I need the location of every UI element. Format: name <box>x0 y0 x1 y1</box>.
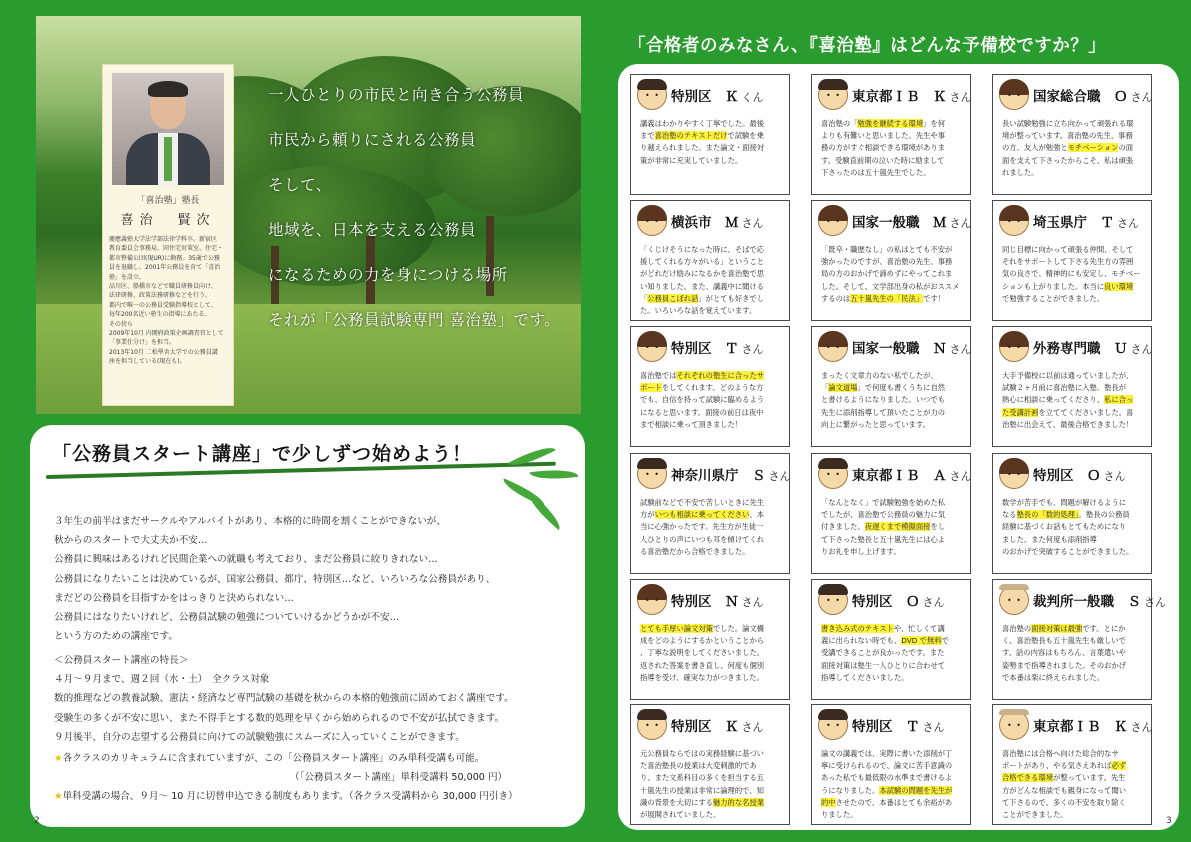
avatar-icon <box>818 459 848 489</box>
testimonial-line: 人ひとりの声にいつも耳を傾けてくれ <box>640 534 765 544</box>
testimonial-line: がどれだけ励みになるかを喜治塾で思 <box>640 269 765 279</box>
testimonial-line: た受講計画を立ててくださいました。喜 <box>1002 407 1134 417</box>
testimonial-card <box>992 704 1152 825</box>
testimonial-line: で本番は楽に終えられました。 <box>1002 672 1105 682</box>
avatar-icon <box>999 710 1029 740</box>
highlight: 書き込み式のテキスト <box>821 624 894 633</box>
bamboo-leaf <box>529 466 578 484</box>
testimonial-line: 先生に添削指導して頂いたことが力の <box>821 407 946 417</box>
testimonial-line: 喜治塾には合格へ向けた総合的なサ <box>1002 749 1119 758</box>
testimonial-name: 特別区 Ｔ さん <box>671 341 764 357</box>
feature-line: ４月〜９月まで、週２回（水・土） 全クラス対象 <box>54 674 270 686</box>
highlight: 塾長の「数的処理」 <box>1016 510 1079 520</box>
testimonial-line: ポートがあり、やる気さえあれば必ず <box>1002 761 1127 771</box>
testimonial-line: 気の良さで、精神的にも安定し、モチベー <box>1002 269 1141 279</box>
testimonial-line: あった私でも最低限の水準まで書けるよ <box>821 773 953 783</box>
course-line: 公務員になりたいことは決めているが、国家公務員、都庁、特別区…など、いろいろな公務員があり、 <box>54 573 496 585</box>
highlight: とても手厚い論文対策 <box>640 624 713 633</box>
bio-line: 都内で唯一の公務員受験指導校として、 <box>109 301 217 309</box>
testimonial-name: 裁判所一般職 Ｓ さん <box>1033 594 1166 610</box>
testimonial-name: 特別区 Ｋ さん <box>671 719 764 735</box>
course-features <box>54 651 574 747</box>
avatar-icon <box>999 206 1029 236</box>
slogan <box>268 88 581 358</box>
testimonial-line: でしたが、喜治塾で公務員の魅力に気 <box>821 510 946 520</box>
testimonial-line: 「くじけそうになった時に、そばで応 <box>640 245 765 254</box>
testimonial-card <box>992 579 1166 700</box>
slogan-line: そして、 <box>268 176 332 194</box>
avatar-icon <box>637 585 667 615</box>
testimonial-line: 経験に基づくお話もとてもためになり <box>1002 522 1127 532</box>
testimonial-text <box>1002 497 1148 558</box>
note-1: ★各クラスのカリキュラムに含まれていますが、この「公務員スタート講座」のみ単科受講も可能。 <box>54 753 485 764</box>
highlight: 夜遅くまで模擬面接 <box>864 522 931 532</box>
testimonial-line: り越えられました。また論文・面接対 <box>640 143 765 153</box>
testimonial-text <box>1002 244 1148 305</box>
highlight: それぞれの塾生に合ったサ <box>676 371 765 380</box>
testimonial-line: れました。 <box>1002 167 1039 177</box>
testimonial-line: ポートをしてくれます。どのような方 <box>640 383 764 393</box>
testimonial-line: 指導を受け、確実な力がつきました。 <box>640 672 764 682</box>
testimonial-card <box>811 200 971 321</box>
avatar-icon <box>818 710 848 740</box>
testimonial-name: 東京都ＩＢ Ｋ さん <box>1033 719 1153 735</box>
star-icon: ★ <box>54 753 63 764</box>
testimonial-line: 識の背景を大切にする魅力的な名授業 <box>640 797 765 807</box>
bio-line: 2013年10月 二松學舍大学での公務員講 <box>109 348 218 356</box>
testimonial-text <box>1002 748 1148 821</box>
testimonial-line: 下さったのは五十嵐先生でした。 <box>821 167 931 177</box>
feature-line: ９月後半、自分の志望する公務員に向けての試験勉強にスムーズに入っていくことができます。 <box>54 731 465 743</box>
testimonial-line: た喜治塾長の授業は大変刺激的であ <box>640 761 757 771</box>
profile-bio <box>109 235 229 367</box>
testimonial-text <box>1002 370 1148 431</box>
testimonial-line: 面を支えて下さったからこそ、私は頑張 <box>1002 155 1134 165</box>
course-line: 公務員にはなりたいけれど、公務員試験の勉強についていけるかどうかが不安… <box>54 611 400 623</box>
testimonial-card <box>811 453 971 574</box>
highlight: 勉強を継続する環境 <box>857 119 924 128</box>
avatar-icon <box>637 206 667 236</box>
testimonial-text <box>640 748 786 821</box>
testimonial-card <box>630 200 790 321</box>
avatar-icon <box>637 332 667 362</box>
testimonial-name: 特別区 Ｋ くん <box>671 89 764 105</box>
avatar-icon <box>818 585 848 615</box>
start-course-box <box>30 425 585 827</box>
testimonial-line: 務の方がすぐ相談できる環境がありま <box>821 143 946 153</box>
testimonial-line: て下さった塾長と五十嵐先生には心よ <box>821 534 946 544</box>
highlight: DVD で無料 <box>901 636 942 646</box>
testimonial-card <box>630 704 790 825</box>
testimonial-line: 指導してくださいました。 <box>821 672 909 682</box>
highlight: 魅力的な名授業 <box>712 797 765 807</box>
highlight: 本試験の問題を先生が <box>879 785 953 795</box>
bio-line: 塾」を設立。 <box>109 273 146 281</box>
testimonial-card <box>630 579 790 700</box>
testimonial-line: 返された答案を書き直し、何度も個別 <box>640 660 765 670</box>
testimonial-line: 数学が苦手でも、問題が解けるように <box>1002 498 1127 507</box>
testimonial-name: 埼玉県庁 Ｔ さん <box>1033 215 1139 231</box>
feature-line: ＜公務員スタート講座の特長＞ <box>54 655 189 666</box>
testimonial-line: 当に心強かったです。先生方が生徒一 <box>640 522 764 532</box>
avatar-icon <box>999 585 1029 615</box>
course-notes <box>54 749 574 807</box>
avatar-icon <box>818 206 848 236</box>
testimonial-line: 成をどのようにするかということから <box>640 636 765 646</box>
testimonial-line: で勉強することができました。 <box>1002 293 1105 303</box>
testimonial-name: 外務専門職 Ｕ さん <box>1033 341 1153 357</box>
slogan-line: 一人ひとりの市民と向き合う公務員 <box>268 86 525 104</box>
testimonials-title: 「合格者のみなさん、『喜治塾』はどんな予備校ですか？」 <box>628 36 1107 56</box>
profile-name: 喜治 賢次 <box>120 213 216 228</box>
testimonial-line: とても手厚い論文対策でした。論文構 <box>640 624 765 633</box>
testimonial-line: 喜治塾の「勉強を継続する環境」を何 <box>821 119 946 128</box>
testimonial-line: よりも有難いと思いました。先生や事 <box>821 131 946 141</box>
testimonial-line: のおかげで突破することができました。 <box>1002 546 1134 556</box>
testimonial-line: 境が整っています。喜治塾の先生、事務 <box>1002 131 1133 141</box>
testimonial-name: 国家一般職 Ｍ さん <box>852 215 972 231</box>
testimonial-line: 大手予備校に以前は通っていましたが、 <box>1002 371 1134 380</box>
testimonial-line: ことができました。 <box>1002 809 1068 819</box>
right-page <box>596 0 1191 842</box>
forest-photo <box>36 16 581 414</box>
testimonial-line: す。受験直前期の泣いた時に励まして <box>821 155 945 165</box>
testimonial-line: 同じ目標に向かって頑張る仲間、そして <box>1002 245 1134 254</box>
testimonial-line: 書き込み式のテキストや、忙しくて講 <box>821 624 945 633</box>
testimonial-name: 特別区 Ｏ さん <box>852 594 945 610</box>
highlight: 的中 <box>821 797 836 807</box>
testimonial-text <box>1002 623 1148 684</box>
bio-line: 毎年200名近い塾生の指導にあたる。 <box>109 311 211 319</box>
note-2: ★単科受講の場合、９月〜 10 月に切替申込できる制度もあります。（各クラス受講料から 30,000 円引き） <box>54 791 518 803</box>
testimonial-line: でも、自信を持って試験に臨めるよう <box>640 395 765 405</box>
testimonial-card <box>811 579 971 700</box>
testimonial-name: 国家一般職 Ｎ さん <box>852 341 972 357</box>
testimonial-line: まで相談に乗って頂きました！ <box>640 419 743 429</box>
highlight: ポート <box>640 383 662 393</box>
course-description <box>54 512 574 646</box>
testimonial-text <box>640 244 786 317</box>
testimonial-line: 治塾に出会えて、最後合格できました！ <box>1002 419 1134 429</box>
feature-line: 受験生の多くが不安に思い、また不得手とする数的処理を早くから始められるので不安が払拭できます。 <box>54 712 505 724</box>
bio-line: 2009年10月 内閣府政策企画調査官として <box>109 330 224 338</box>
testimonial-text <box>821 118 967 179</box>
testimonial-name: 特別区 Ｔ さん <box>852 719 945 735</box>
testimonial-line: 長い試験勉強に立ち向かって頑張れる環 <box>1002 119 1134 128</box>
testimonial-line: 「なんとなく」で試験勉強を始めた私 <box>821 498 946 507</box>
testimonial-line: い知りました。また、講義中に聞ける <box>640 281 765 291</box>
course-line: 公務員に興味はあるけれど民間企業への就職も考えており、まだ公務員に絞りきれない… <box>54 554 438 566</box>
highlight: 喜治塾のテキストだけ <box>654 131 728 141</box>
highlight: た受講計画 <box>1002 407 1039 417</box>
testimonial-card <box>630 453 790 574</box>
testimonial-line: 向上に繋がったと思っています。 <box>821 419 930 429</box>
testimonial-text <box>821 244 967 305</box>
testimonial-line: りお礼を申し上げます。 <box>821 546 901 556</box>
testimonial-card <box>992 74 1152 195</box>
highlight: 論文道場 <box>828 383 858 393</box>
testimonial-line: まで喜治塾のテキストだけで試験を乗 <box>640 131 764 141</box>
bio-line: その傍ら <box>109 320 134 328</box>
testimonial-line: するのは五十嵐先生の「民法」です！ <box>821 293 946 303</box>
testimonial-text <box>821 748 967 821</box>
page-number: 2 <box>34 816 40 826</box>
testimonial-text <box>1002 118 1148 179</box>
testimonial-line: る喜治塾だから合格できました。 <box>640 546 750 556</box>
testimonial-line: 「既卒・職歴なし」の私はとても不安が <box>821 245 953 254</box>
testimonial-card <box>630 74 790 195</box>
highlight: 必ず <box>1111 761 1127 771</box>
highlight: 面接対策は最強 <box>1031 624 1083 633</box>
testimonial-line: 合格できる環境が整っています。先生 <box>1002 773 1126 783</box>
testimonial-line: ました。また何度も添削指導 <box>1002 534 1097 544</box>
highlight: 私に合っ <box>1104 395 1134 405</box>
testimonial-text <box>640 623 786 684</box>
feature-line: 数的推理などの教養試験、憲法・経済など専門試験の基礎を秋からの本格的勉強前に固めておく講座です。 <box>54 693 514 705</box>
testimonial-card <box>992 200 1152 321</box>
testimonial-name: 横浜市 Ｍ さん <box>671 215 764 231</box>
bio-line: 「事業仕分け」を担当。 <box>109 339 176 347</box>
slogan-line: それが「公務員試験専門 喜治塾」です。 <box>268 311 561 329</box>
highlight: 良い環境 <box>1104 281 1134 291</box>
testimonial-card <box>630 326 790 447</box>
testimonial-line: 喜治塾の面接対策は最強です。とにか <box>1002 624 1126 633</box>
testimonial-line: 姿勢まで指導されました。そのおかげ <box>1002 660 1127 670</box>
testimonial-line: た。いろいろな話を覚えています。 <box>640 305 757 315</box>
testimonial-text <box>640 118 786 167</box>
testimonial-line: 十嵐先生の授業は非常に論理的で、知 <box>640 785 764 795</box>
testimonial-line: り、また文系科目の多くを担当する五 <box>640 773 765 783</box>
course-title: 「公務員スタート講座」で少しずつ始めよう！ <box>52 443 473 465</box>
testimonial-line: 強かったのですが、喜治塾の先生、事務 <box>821 257 953 267</box>
testimonial-line: 受講できることが良かったです。また <box>821 648 945 658</box>
testimonial-line: ションも上がりました。本当に良い環境 <box>1002 281 1134 291</box>
testimonial-text <box>821 623 967 684</box>
testimonial-line: す。話の内容はもちろん、言葉遣いや <box>1002 648 1126 658</box>
testimonials-box <box>618 64 1179 830</box>
testimonial-line: 援してくれる方々がいる」ということ <box>640 257 765 267</box>
course-line: 秋からのスタートで大丈夫か不安… <box>54 535 208 547</box>
testimonial-line: 試験前などで不安で苦しいときに先生 <box>640 498 765 507</box>
testimonial-text <box>821 370 967 431</box>
left-page <box>0 0 595 842</box>
avatar-icon <box>818 332 848 362</box>
avatar-icon <box>637 710 667 740</box>
slogan-line: 市民から頼りにされる公務員 <box>268 131 477 149</box>
bio-line: 座を担当している(現在も)。 <box>109 358 186 366</box>
testimonial-line: 局の方のおかげで諦めずにやってこれま <box>821 269 953 279</box>
testimonial-line: 付きました。夜遅くまで模擬面接をし <box>821 522 946 532</box>
testimonial-name: 特別区 Ｎ さん <box>671 594 764 610</box>
testimonial-line: うになりました。本試験の問題を先生が <box>821 785 953 795</box>
testimonial-card <box>811 74 971 195</box>
testimonial-line: 義に出られない時でも、DVD で無料で <box>821 636 949 646</box>
course-line: という方のための講座です。 <box>54 631 178 643</box>
testimonial-line: 的中させたので、本番はとても余裕があ <box>821 797 953 807</box>
portrait-photo <box>112 73 224 185</box>
testimonial-text <box>821 497 967 558</box>
testimonial-name: 神奈川県庁 Ｓ さん <box>671 468 791 484</box>
testimonial-line: 「公務員こぼれ話」がとても好きでし <box>640 293 765 303</box>
profile-role: 「喜治塾」塾長 <box>136 196 200 206</box>
testimonial-line: 方がどんな相談でも親身になって聞い <box>1002 785 1127 795</box>
bio-line: 員を退職し、2001年公務員を育て「喜治 <box>109 264 221 272</box>
avatar-icon <box>637 459 667 489</box>
testimonial-line: 熱心に相談に乗ってくださり、私に合っ <box>1002 395 1134 405</box>
testimonial-text <box>640 497 786 558</box>
testimonial-line: 論文の講義では、実際に書いた添削が丁 <box>821 749 953 758</box>
testimonial-line: く、喜治塾長も五十嵐先生も厳しいで <box>1002 636 1126 646</box>
testimonial-line: 試験２ヶ月前に喜治塾に入塾。塾長が <box>1002 383 1127 393</box>
testimonial-card <box>811 704 971 825</box>
testimonial-line: 、丁寧な説明をしてくださいました。 <box>640 648 765 658</box>
testimonial-line: した。そして、文学部出身の私がおススメ <box>821 281 960 291</box>
testimonial-text <box>640 370 786 431</box>
slogan-line: になるための力を身につける場所 <box>268 266 508 284</box>
bamboo-leaf <box>508 440 556 472</box>
testimonial-card <box>992 453 1152 574</box>
testimonial-name: 東京都ＩＢ Ｋ さん <box>852 89 972 105</box>
bio-line: 品川区、船橋市などで職員研修員向け、 <box>109 283 217 291</box>
highlight: モチベーション <box>1067 143 1119 153</box>
testimonial-line: の方、友人が勉強とモチベーションの面 <box>1002 143 1134 153</box>
course-line: ３年生の前半はまだサークルやアルバイトがあり、本格的に時間を割くことができないが、 <box>54 516 446 527</box>
avatar-icon <box>999 80 1029 110</box>
testimonial-line: りました。 <box>821 809 858 819</box>
testimonial-card <box>992 326 1152 447</box>
testimonial-name: 東京都ＩＢ Ａ さん <box>852 468 972 484</box>
highlight: 合格できる環境 <box>1002 773 1054 783</box>
testimonial-line: 方がいつも相談に乗ってください、本 <box>640 510 765 520</box>
testimonial-name: 特別区 Ｏ さん <box>1033 468 1126 484</box>
testimonial-line: 寧に受けられるので、論文に苦手意識の <box>821 761 953 771</box>
testimonial-line: 喜治塾ではそれぞれの塾生に合ったサ <box>640 371 765 380</box>
avatar-icon <box>999 332 1029 362</box>
avatar-icon <box>999 459 1029 489</box>
testimonial-line: それをサポートして下さる先生方の雰囲 <box>1002 257 1134 267</box>
testimonial-card <box>811 326 971 447</box>
testimonial-line: 面接対策は塾生一人ひとりに合わせて <box>821 660 946 670</box>
page-number: 3 <box>1166 816 1172 826</box>
note-1-fee: （「公務員スタート講座」単科受講料 50,000 円） <box>290 772 508 784</box>
profile-card <box>102 64 234 406</box>
highlight: 公務員こぼれ話 <box>647 293 699 303</box>
testimonial-line: と書けるようになりました。いつでも <box>821 395 946 405</box>
bio-line: 慶應義塾大学法学部法律学科卒。新宿区 <box>109 236 218 243</box>
testimonial-line: まったく文章力のない私でしたが、 <box>821 371 938 380</box>
bio-line: 法律研修、政策法務研修などを行う。 <box>109 292 212 300</box>
bio-line: 都市整備公団(現UR)に勤務。35歳で公務 <box>109 254 220 262</box>
testimonial-line: 元公務員ならではの実務経験に基づい <box>640 749 764 758</box>
testimonial-line: て下さるので、多くの不安を取り除く <box>1002 797 1126 807</box>
testimonial-name: 国家総合職 Ｏ さん <box>1033 89 1153 105</box>
course-line: まだどの公務員を目指すかをはっきりと決められない… <box>54 592 294 604</box>
highlight: いつも相談に乗ってください <box>654 510 750 520</box>
avatar-icon <box>818 80 848 110</box>
testimonial-line: 策が非常に充実していました。 <box>640 155 743 165</box>
bio-line: 教育委員会事務局、同住宅対策室、住宅・ <box>109 245 224 253</box>
testimonial-line: が展開されていました。 <box>640 809 721 819</box>
testimonial-line: 「論文道場」で何度も書くうちに自然 <box>821 383 946 393</box>
star-icon: ★ <box>54 791 63 803</box>
testimonial-line: なる塾長の「数的処理」。塾長の公務員 <box>1002 510 1130 520</box>
testimonial-line: になると思います。面接の前日は夜中 <box>640 407 764 417</box>
avatar-icon <box>637 80 667 110</box>
slogan-line: 地域を、日本を支える公務員 <box>268 221 477 239</box>
testimonial-line: 講義はわかりやすく丁寧でした。最後 <box>640 119 765 128</box>
highlight: 五十嵐先生の「民法」 <box>850 293 924 303</box>
